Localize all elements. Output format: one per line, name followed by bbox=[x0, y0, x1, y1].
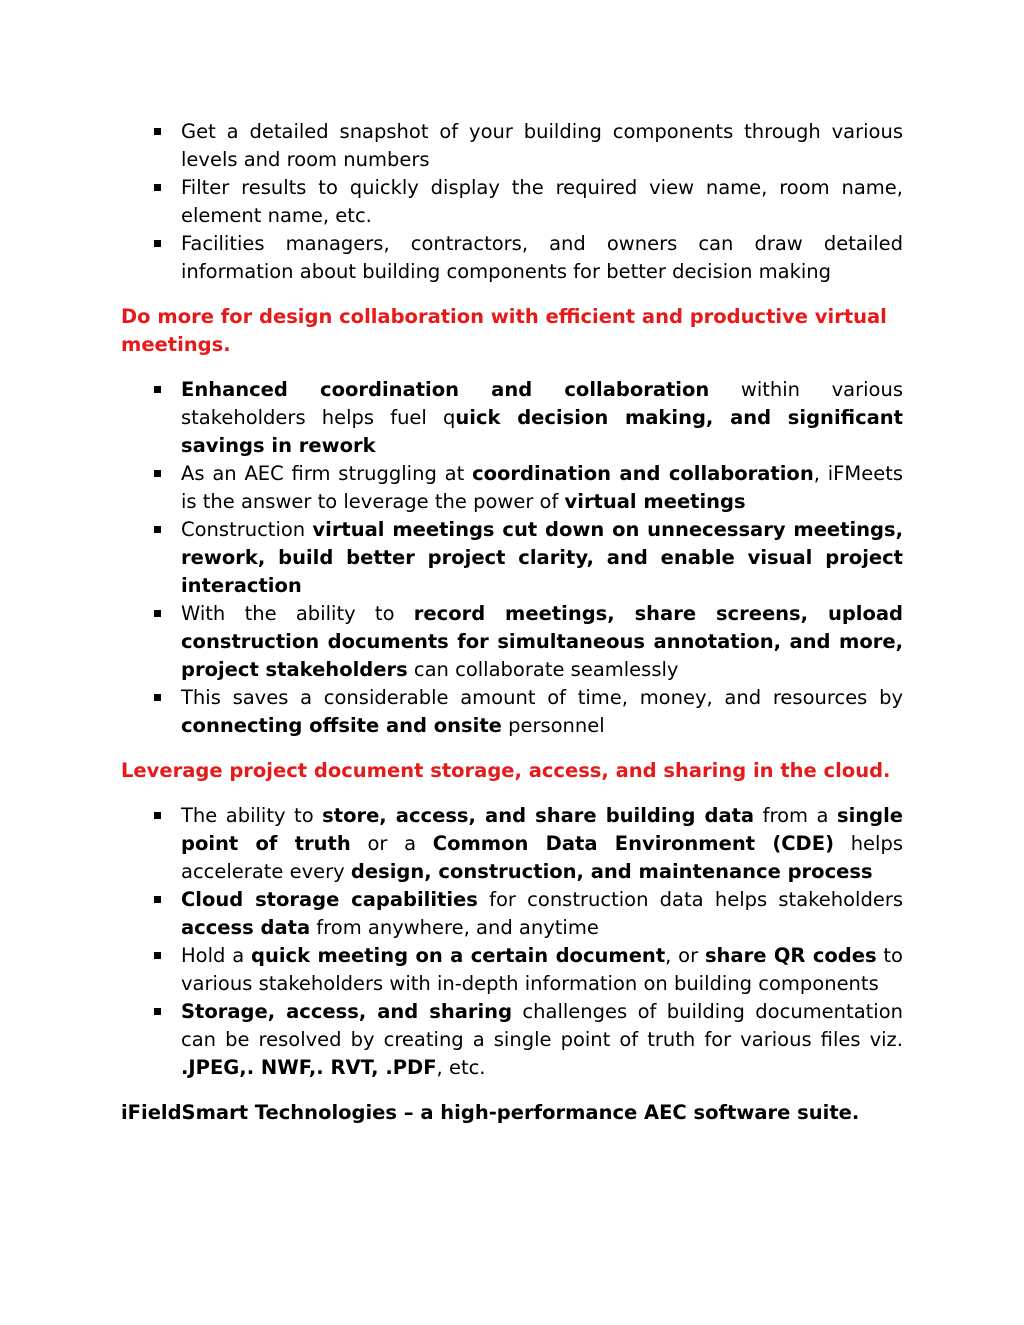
list-item bbox=[121, 376, 903, 460]
text: personnel bbox=[501, 714, 605, 737]
square-bullet-icon bbox=[154, 812, 161, 819]
text: , iFMeets is the answer to leverage the power of bbox=[181, 462, 903, 513]
text: helps accelerate every bbox=[181, 832, 903, 883]
feature-list-cloud-storage bbox=[121, 802, 903, 1082]
bold-text: Common Data Environment (CDE) bbox=[432, 832, 834, 855]
text: Hold a bbox=[181, 944, 251, 967]
list-item bbox=[121, 460, 903, 516]
bold-text: Storage, access, and sharing bbox=[181, 1000, 513, 1023]
square-bullet-icon bbox=[154, 610, 161, 617]
list-item bbox=[121, 998, 903, 1082]
bold-text: virtual meetings bbox=[564, 490, 746, 513]
feature-list-snapshot bbox=[121, 118, 903, 286]
list-item bbox=[121, 802, 903, 886]
text: With the ability to bbox=[181, 602, 414, 625]
bold-text: connecting offsite and onsite bbox=[181, 714, 502, 737]
bold-text: access data bbox=[181, 916, 311, 939]
text: from a bbox=[754, 804, 837, 827]
text: can collaborate seamlessly bbox=[407, 658, 679, 681]
square-bullet-icon bbox=[154, 386, 161, 393]
section-heading-cloud-storage: Leverage project document storage, access, and sharing in the cloud. bbox=[121, 759, 891, 782]
text: , or bbox=[665, 944, 705, 967]
text: The ability to bbox=[181, 804, 323, 827]
list-item bbox=[121, 942, 903, 998]
text: This saves a considerable amount of time, money, and resources by bbox=[181, 686, 903, 709]
bold-text: quick meeting on a certain document bbox=[250, 944, 666, 967]
square-bullet-icon bbox=[154, 896, 161, 903]
list-item bbox=[121, 516, 903, 600]
text: , etc. bbox=[436, 1056, 486, 1079]
bold-text: single point of truth bbox=[181, 804, 904, 855]
square-bullet-icon bbox=[154, 470, 161, 477]
list-item bbox=[121, 118, 903, 174]
square-bullet-icon bbox=[154, 526, 161, 533]
bold-text: share QR codes bbox=[704, 944, 877, 967]
text: for construction data helps stakeholders bbox=[477, 888, 903, 911]
text: within various stakeholders helps fuel q bbox=[181, 378, 903, 429]
square-bullet-icon bbox=[154, 184, 161, 191]
bold-text: store, access, and share building data bbox=[322, 804, 755, 827]
bold-text: coordination and collaboration bbox=[472, 462, 814, 485]
list-item bbox=[121, 600, 903, 684]
text: Get a detailed snapshot of your building components through various levels and room numbers bbox=[181, 120, 903, 171]
square-bullet-icon bbox=[154, 240, 161, 247]
square-bullet-icon bbox=[154, 1008, 161, 1015]
bold-text: Cloud storage capabilities bbox=[181, 888, 478, 911]
text: to various stakeholders with in-depth information on building components bbox=[181, 944, 903, 995]
text: Construction bbox=[181, 518, 313, 541]
bold-text: Enhanced coordination and collaboration bbox=[181, 378, 710, 401]
text: As an AEC firm struggling at bbox=[181, 462, 473, 485]
feature-list-virtual-meetings bbox=[121, 376, 903, 740]
text: from anywhere, and anytime bbox=[310, 916, 599, 939]
bold-text: virtual meetings cut down on unnecessary meetings, rework, build better project clarity, and enable visual project interaction bbox=[181, 518, 904, 597]
document-page bbox=[121, 118, 903, 1127]
text: challenges of building documentation can be resolved by creating a single point of truth for various files viz. bbox=[181, 1000, 903, 1051]
section-heading-collaboration: Do more for design collaboration with efficient and productive virtual meetings. bbox=[121, 305, 887, 356]
bold-text: design, construction, and maintenance process bbox=[350, 860, 873, 883]
company-tagline: iFieldSmart Technologies – a high-performance AEC software suite. bbox=[121, 1101, 860, 1124]
square-bullet-icon bbox=[154, 952, 161, 959]
bold-text: record meetings, share screens, upload construction documents for simultaneous annotation, and more, project stakeholders bbox=[181, 602, 903, 681]
text: or a bbox=[350, 832, 433, 855]
square-bullet-icon bbox=[154, 128, 161, 135]
bold-text: .JPEG,. NWF,. RVT, .PDF bbox=[181, 1056, 437, 1079]
list-item bbox=[121, 886, 903, 942]
text: Filter results to quickly display the required view name, room name, element name, etc. bbox=[181, 176, 903, 227]
square-bullet-icon bbox=[154, 694, 161, 701]
list-item bbox=[121, 684, 903, 740]
list-item bbox=[121, 230, 903, 286]
bold-text: uick decision making, and significant savings in rework bbox=[181, 406, 903, 457]
text: Facilities managers, contractors, and owners can draw detailed information about building components for better decision making bbox=[181, 232, 903, 283]
list-item bbox=[121, 174, 903, 230]
